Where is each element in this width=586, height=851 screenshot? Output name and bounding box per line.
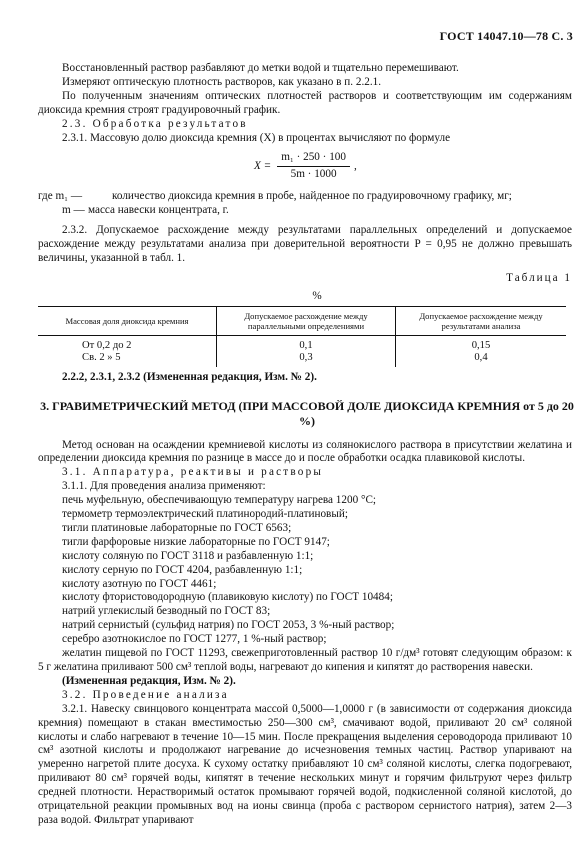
edit-note: 2.2.2, 2.3.1, 2.3.2 (Измененная редакция, Изм. № 2). [62, 370, 317, 383]
formula-tail: , [354, 159, 357, 172]
paragraph: Измеряют оптическую плотность растворов, как указано в п. 2.2.1. [62, 75, 382, 88]
edit-note: (Измененная редакция, Изм. № 2). [62, 674, 236, 687]
table-unit: % [312, 289, 322, 302]
formula [254, 151, 572, 182]
formula-denominator: 5m · 1000 [290, 168, 337, 181]
paragraph: Восстановленный раствор разбавляют до метки водой и тщательно перемешивают. [62, 62, 459, 74]
definition-text: масса навески концентрата, г. [88, 204, 229, 217]
definition-row [62, 204, 572, 218]
table-cell: Св. 2 » 5 [82, 351, 121, 363]
list-item: печь муфельную, обеспечивающую температуру нагрева 1200 °С; [62, 494, 377, 507]
list-item: кислоту фтористоводородную (плавиковую кислоту) по ГОСТ 10484; [62, 591, 393, 604]
table-cell: 0,4 [396, 352, 567, 367]
formula-fraction [277, 151, 350, 182]
table-row [38, 335, 566, 352]
table-title: Таблица 1 [506, 271, 572, 284]
paragraph: 2.3.1. Массовую долю диоксида кремния (X) в процентах вычисляют по формуле [62, 131, 451, 144]
list-item: тигли платиновые лабораторные по ГОСТ 6563; [62, 521, 292, 534]
section-heading: 3. ГРАВИМЕТРИЧЕСКИЙ МЕТОД (ПРИ МАССОВОЙ ДОЛЕ ДИОКСИДА КРЕМНИЯ от 5 до 20 %) [40, 398, 574, 428]
subsection-heading: 3.1. Аппаратура, реактивы и растворы [62, 466, 324, 479]
table-cell: 0,15 [396, 335, 567, 352]
list-item: натрий сернистый (сульфид натрия) по ГОСТ 2053, 3 %-ный раствор; [62, 619, 395, 632]
data-table [38, 306, 566, 367]
page-header: ГОСТ 14047.10—78 С. 3 [439, 29, 573, 43]
definition-term: где m₁ — [38, 190, 83, 203]
table-cell: 0,1 [217, 335, 396, 352]
formula-lhs: X = [254, 159, 272, 172]
list-item: термометр термоэлектрический платинородий-платиновый; [62, 508, 348, 521]
list-item: кислоту серную по ГОСТ 4204, разбавленную 1:1; [62, 563, 303, 576]
list-item: серебро азотнокислое по ГОСТ 1277, 1 %-ный раствор; [62, 633, 327, 646]
table-cell: 0,3 [217, 352, 396, 367]
table-row [38, 352, 566, 367]
list-item: натрий углекислый безводный по ГОСТ 83; [62, 605, 271, 618]
spacer [62, 429, 572, 439]
list-item: кислоту соляную по ГОСТ 3118 и разбавленную 1:1; [62, 549, 314, 562]
paragraph: По полученным значениям оптических плотностей растворов и соответствующим им содержаниям диоксида кремния строят градуировочный график. [38, 89, 572, 116]
table-header-cell: Допускаемое расхождение между результатами анализа [396, 306, 567, 335]
subsection-heading: 3.2. Проведение анализа [62, 688, 229, 701]
definition-term: m — [62, 204, 85, 217]
list-item: кислоту азотную по ГОСТ 4461; [62, 577, 217, 590]
paragraph: Метод основан на осаждении кремниевой кислоты из солянокислого раствора в присутствии желатина и определении диоксида кремния по разнице в массе до и после обработки осадка плавиковой кислоты. [38, 438, 572, 465]
table-header-cell: Допускаемое расхождение между параллельными определениями [217, 306, 396, 335]
paragraph: 3.1.1. Для проведения анализа применяют: [62, 480, 266, 493]
table-header-cell: Массовая доля диоксида кремния [38, 306, 217, 335]
subsection-heading: 2.3. Обработка результатов [62, 117, 248, 130]
definition-row [38, 190, 572, 204]
table-cell: От 0,2 до 2 [82, 339, 132, 351]
paragraph: 2.3.2. Допускаемое расхождение между результатами параллельных определений и допускаемое расхождение между результатами анализа при доверительной вероятности P = 0,95 не должно превышать величины, указанной в табл. 1. [38, 224, 572, 264]
formula-numerator: m₁ · 250 · 100 [277, 151, 350, 167]
list-item: тигли фарфоровые низкие лабораторные по ГОСТ 9147; [62, 535, 330, 548]
page-content [38, 62, 574, 828]
definition-text: количество диоксида кремния в пробе, найденное по градуировочному графику, мг; [112, 190, 512, 203]
paragraph: желатин пищевой по ГОСТ 11293, свежеприготовленный раствор 10 г/дм³ готовят следующим образом: к 5 г желатина приливают 500 см³ теплой воды, нагревают до кипения и кипятят до растворения навески. [38, 647, 572, 673]
paragraph: 3.2.1. Навеску свинцового концентрата массой 0,5000—1,0000 г (в зависимости от содержания диоксида кремния) помещают в стакан вместимостью 250—300 см³, смачивают водой, приливают 20 см³ соляной кислоты и слабо нагревают в течение 10—15 мин. После прекращения выделения сероводорода приливают 10 см³ азотной кислоты и продолжают нагревание до исчезновения темных частиц. Раствор упаривают на умеренно нагретой плите досуха. К сухому остатку прибавляют 10 см³ соляной кислоты, слегка подогревают, приливают 80 см³ горячей воды, кипятят в течение нескольких минут и горячим фильтруют через фильтр средней плотности. Нерастворимый остаток промывают горячей водой, подкисленной соляной кислотой, до отрицательной реакции промывных вод на ионы свинца (проба с раствором сернистого натрия), затем 2—3 раза водой. Фильтрат упаривают [38, 702, 572, 826]
table-header-row [38, 306, 566, 335]
